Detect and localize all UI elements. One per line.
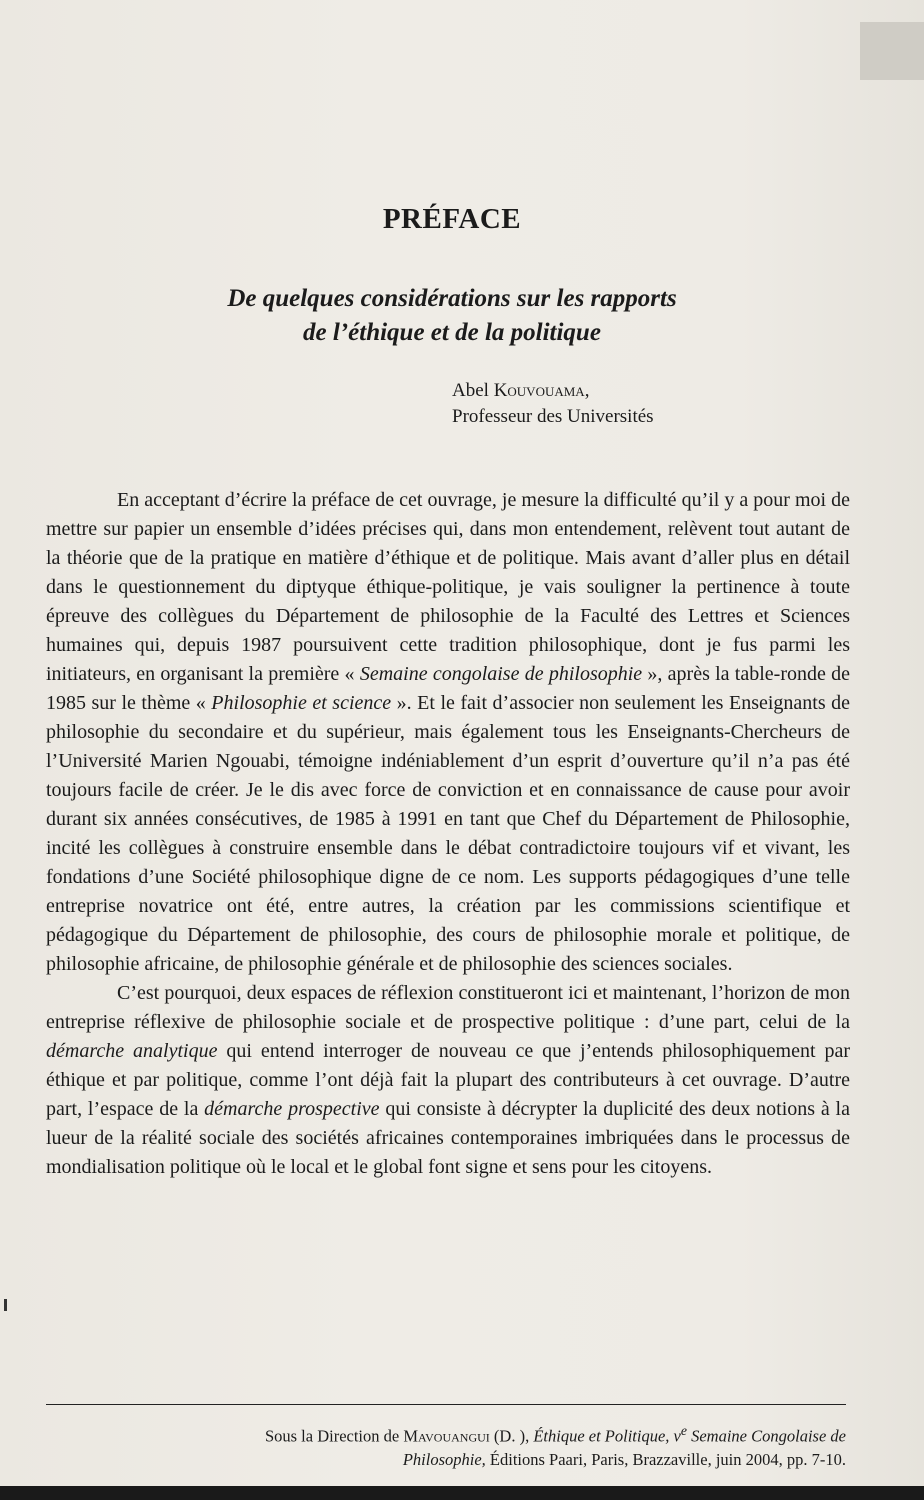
footnote-line-2 [46, 1448, 846, 1471]
footnote-series-title-end: Philosophie, [402, 1449, 486, 1469]
footnote-part-c: (D. ), [489, 1426, 534, 1446]
author-name-suffix: , [584, 380, 590, 401]
footnote-part-a: Sous la Direction de [264, 1426, 404, 1446]
body-text [46, 486, 850, 1182]
paragraph-2 [46, 979, 850, 1182]
footnote-line-1 [46, 1419, 846, 1448]
author-block [452, 378, 654, 430]
scan-bottom-edge [0, 1486, 924, 1500]
paragraph-1 [46, 486, 850, 979]
author-last-name: Kouvouama [493, 380, 585, 401]
paragraph-1-italic-d: Philosophie et science [211, 692, 392, 714]
footnote-divider [46, 1404, 846, 1405]
page-corner-tab [860, 22, 924, 80]
footnote-series-title: Semaine Congolaise de [686, 1426, 846, 1446]
author-name [452, 378, 654, 404]
footnote-book-title: Éthique et Politique, v [533, 1426, 681, 1446]
paragraph-1-part-c: », après la table-ronde de 1985 sur le thème « [46, 663, 850, 714]
author-first-name: Abel [452, 380, 489, 401]
footnote-editor-name: Mavouangui [403, 1426, 490, 1446]
footnote-superscript: e [680, 1423, 687, 1438]
page-title: PRÉFACE [382, 203, 522, 235]
margin-mark [4, 1299, 7, 1311]
footnote-publisher: Éditions Paari, Paris, Brazzaville, juin 2004, pp. 7-10. [485, 1449, 846, 1469]
footnote [46, 1419, 846, 1471]
paragraph-1-part-e: ». Et le fait d’associer non seulement les Enseignants de philosophie du secondaire et du supérieur, mais également tous les Enseignants-Chercheurs de l’Université Marien Ngouabi, témoigne indéniablement d’un esprit d’ouverture qu’il n’a pas été toujours facile de créer. Je le dis avec force de conviction et en connaissance de cause pour avoir durant six années consécutives, de 1985 à 1991 en tant que Chef du Département de Philosophie, incité les collègues à construire ensemble dans le débat contradictoire toujours vif et vivant, les fondations d’une Société philosophique digne de ce nom. Les supports pédagogiques d’une telle entreprise novatrice ont été, entre autres, la création par les commissions scientifique et pédagogique du Département de philosophie, des cours de philosophie morale et politique, de philosophie africaine, de philosophie générale et de philosophie des sciences sociales. [46, 692, 851, 975]
page-subtitle [0, 282, 904, 350]
paragraph-2-italic-b: démarche analytique [46, 1040, 218, 1062]
subtitle-line-2: de l’éthique et de la politique [303, 319, 601, 346]
author-position: Professeur des Universités [452, 406, 654, 427]
paragraph-2-part-e: qui consiste à décrypter la duplicité des deux notions à la lueur de la réalité sociale des sociétés africaines contemporaines imbriquées dans le processus de mondialisation politique où le local et le global font signe et sens pour les citoyens. [46, 1098, 850, 1178]
paragraph-2-part-c: qui entend interroger de nouveau ce que j’entends philosophiquement par éthique et par politique, comme l’ont déjà fait la plupart des contributeurs à cet ouvrage. D’autre part, l’espace de la [46, 1040, 850, 1120]
subtitle-line-1: De quelques considérations sur les rapports [227, 285, 677, 312]
paragraph-2-part-a: C’est pourquoi, deux espaces de réflexion constitueront ici et maintenant, l’horizon de mon entreprise réflexive de philosophie sociale et de prospective politique : d’une part, celui de la [46, 982, 850, 1033]
paragraph-1-italic-b: Semaine congolaise de philosophie [359, 663, 643, 685]
paragraph-1-part-a: En acceptant d’écrire la préface de cet ouvrage, je mesure la difficulté qu’il y a pour moi de mettre sur papier un ensemble d’idées précises qui, dans mon entendement, relèvent tout autant de la théorie que de la pratique en matière d’éthique et de politique. Mais avant d’aller plus en détail dans le questionnement du diptyque éthique-politique, je vais souligner la pertinence à toute épreuve des collègues du Département de philosophie de la Faculté des Lettres et Sciences humaines qui, depuis 1987 poursuivent cette tradition philosophique, dont je fus parmi les initiateurs, en organisant la première « [46, 489, 850, 685]
paragraph-2-italic-d: démarche prospective [204, 1098, 380, 1120]
